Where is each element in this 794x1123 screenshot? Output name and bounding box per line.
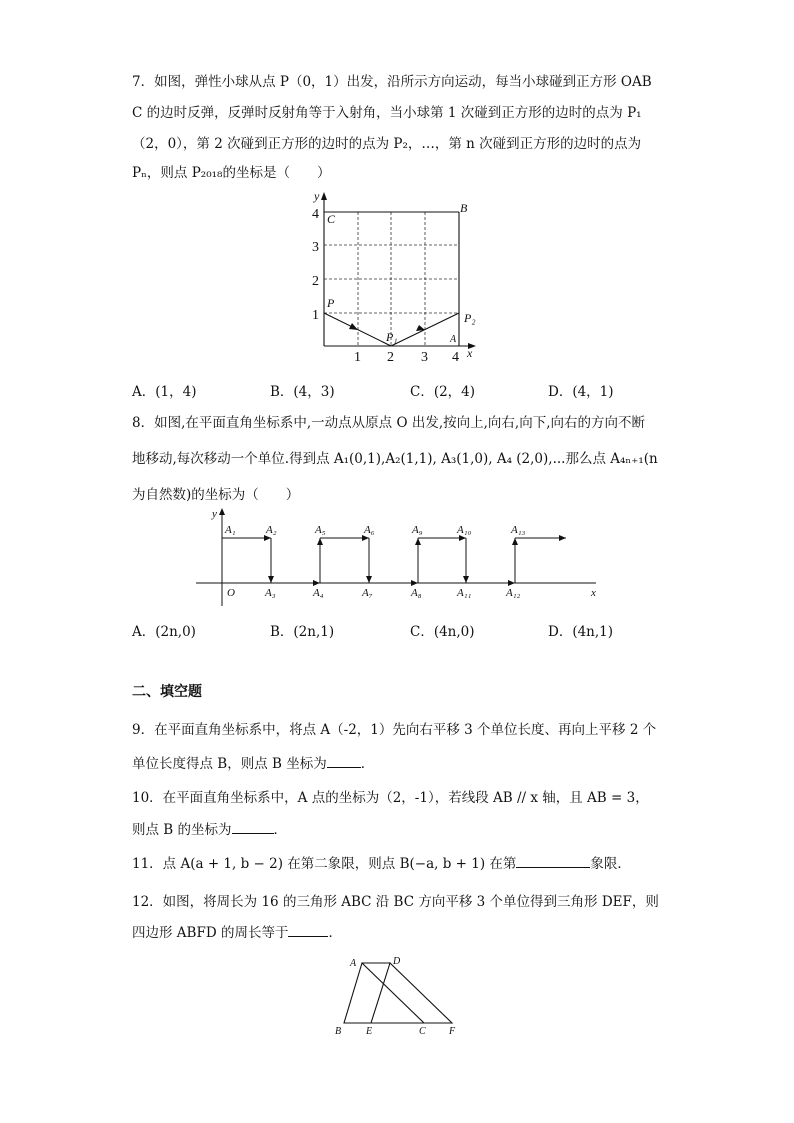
q7-label-B: B: [460, 201, 468, 215]
q12-label-F: F: [449, 1026, 456, 1037]
q7-line2: C 的边时反弹，反弹时反射角等于入射角，当小球第 1 次碰到正方形的边时的点为 P₁: [132, 105, 642, 121]
section-title: 二、填空题: [132, 684, 202, 700]
q8-option-d: D．(4n,1): [548, 624, 614, 640]
q8-y-axis-label: y: [212, 508, 217, 520]
q8-line3: 为自然数)的坐标为（ ）: [132, 487, 300, 503]
q9-line2-end: ．: [360, 756, 375, 772]
q8-label-A1: A₁: [225, 524, 236, 536]
q11-text-end: 象限．: [590, 856, 631, 872]
q8-label-A2: A₂: [266, 524, 277, 536]
q12-label-D: D: [393, 956, 401, 967]
q8-label-A11: A₁₁: [457, 587, 472, 599]
q7-line4: Pₙ，则点 P₂₀₁₈的坐标是（ ）: [132, 165, 331, 181]
q8-line1: 8．如图,在平面直角坐标系中,一动点从原点 O 出发,按向上,向右,向下,向右的方向不断: [132, 415, 645, 431]
q10-line2-end: ．: [273, 822, 288, 838]
q8-option-a: A．(2n,0): [132, 624, 196, 640]
q8-label-A8: A₈: [411, 587, 422, 599]
q8-label-A10: A₁₀: [457, 524, 472, 536]
q8-label-A4: A₄: [313, 587, 324, 599]
q8-label-A5: A₅: [315, 524, 326, 536]
q8-label-A12: A₁₂: [506, 587, 521, 599]
q7-xtick-1: 1: [354, 350, 361, 365]
q7-option-b: B．(4，3): [270, 384, 335, 400]
q8-label-A6: A₆: [364, 524, 375, 536]
q7-ytick-2: 2: [312, 274, 319, 289]
q8-label-A13: A₁₃: [511, 524, 526, 536]
q10-line1: 10．在平面直角坐标系中，A 点的坐标为（2，-1），若线段 AB // x 轴，且 AB = 3，: [132, 790, 649, 806]
q8-origin-label: O: [227, 587, 235, 599]
q11-text: 11．点 A(a + 1, b − 2) 在第二象限，则点 B(−a, b + 1) 在第: [132, 856, 517, 872]
q9-line1: 9．在平面直角坐标系中，将点 A（-2，1）先向右平移 3 个单位长度、再向上平移 2 个: [132, 722, 657, 738]
q12-label-A: A: [350, 958, 357, 969]
q7-line3: （2，0），第 2 次碰到正方形的边时的点为 P₂，…，第 n 次碰到正方形的边时的点为: [132, 136, 642, 152]
q8-x-axis-label: x: [591, 587, 596, 599]
q12-label-E: E: [366, 1026, 373, 1037]
q7-option-d: D．(4，1): [548, 384, 614, 400]
q12-label-C: C: [419, 1026, 426, 1037]
q7-ytick-3: 3: [312, 240, 319, 255]
q7-line1: 7．如图，弹性小球从点 P（0，1）出发，沿所示方向运动，每当小球碰到正方形 OAB: [132, 74, 652, 90]
q7-label-P2: P₂: [464, 311, 476, 325]
q7-xtick-2: 2: [387, 350, 394, 365]
q8-label-A3: A₃: [265, 587, 276, 599]
q7-option-a: A．(1，4): [132, 384, 197, 400]
q7-label-P: P: [327, 296, 335, 310]
q8-label-A9: A₉: [412, 524, 423, 536]
q9-line2-text: 单位长度得点 B，则点 B 坐标为: [132, 756, 327, 772]
q7-label-A: A: [450, 334, 457, 345]
q7-ytick-4: 4: [312, 207, 319, 222]
q8-label-A7: A₇: [362, 587, 373, 599]
q7-label-C: C: [327, 212, 336, 226]
q12-line2-text: 四边形 ABFD 的周长等于: [132, 925, 289, 941]
q10-line2-text: 则点 B 的坐标为: [132, 822, 232, 838]
q12-line1: 12．如图，将周长为 16 的三角形 ABC 沿 BC 方向平移 3 个单位得到三角形 DEF，则: [132, 894, 659, 910]
q7-option-c: C．(2，4): [410, 384, 476, 400]
q7-x-axis-label: x: [467, 346, 473, 360]
q7-xtick-4: 4: [452, 350, 459, 365]
q12-line2-end: ．: [328, 925, 342, 941]
q7-xtick-3: 3: [421, 350, 428, 365]
q7-ytick-1: 1: [312, 308, 319, 323]
q7-label-P1: P₁: [386, 330, 398, 344]
q8-line2: 地移动,每次移动一个单位.得到点 A₁(0,1),A₂(1,1), A₃(1,0), A₄ (2,0),...那么点 A₄ₙ₊₁(n: [132, 451, 658, 467]
q7-y-axis-label: y: [314, 189, 320, 203]
q12-label-B: B: [335, 1026, 342, 1037]
q8-option-b: B．(2n,1): [270, 624, 335, 640]
q8-option-c: C．(4n,0): [410, 624, 475, 640]
